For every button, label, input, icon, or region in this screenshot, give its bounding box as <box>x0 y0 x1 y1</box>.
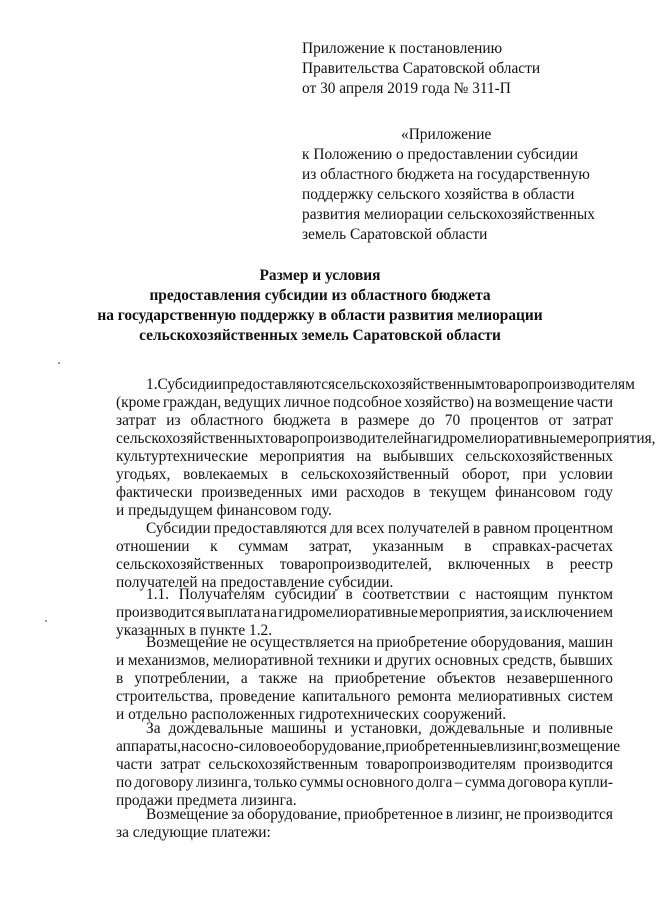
appendix-line: «Приложение <box>401 126 492 143</box>
body-line <box>116 447 613 467</box>
body-word: затрат <box>572 412 613 429</box>
body-word: не <box>231 634 247 651</box>
body-word: при <box>522 466 547 483</box>
body-word: сельскохозяйственных <box>116 556 264 573</box>
body-word: и <box>373 652 383 669</box>
body-word: до <box>419 412 435 429</box>
body-word: бывших <box>559 652 613 669</box>
body-word: и <box>532 720 541 737</box>
body-word: средств, <box>502 652 557 669</box>
body-word: возмещение <box>494 394 574 411</box>
approval-line: от 30 апреля 2019 года № 311-П <box>302 80 511 97</box>
body-line <box>116 393 613 413</box>
body-word: употреблении, <box>134 670 230 687</box>
body-word: затрат <box>160 756 201 773</box>
body-word: по <box>116 774 132 791</box>
body-line: и предыдущем финансовом году. <box>116 502 332 519</box>
appendix-line: развития мелиорации сельскохозяйственных <box>302 206 595 223</box>
body-word: за <box>231 806 245 823</box>
body-line <box>146 633 613 653</box>
body-word: производится <box>523 806 613 823</box>
body-word: систем <box>567 688 613 705</box>
body-line: указанных в пункте 1.2. <box>116 622 273 639</box>
body-word: оборудование, <box>291 738 386 755</box>
document-title: предоставления субсидии из областного бюджета <box>149 287 491 304</box>
body-line <box>146 719 613 739</box>
body-word: приобретение <box>376 634 468 651</box>
body-line <box>116 555 613 575</box>
body-word: техники <box>317 652 371 669</box>
body-word: других <box>385 652 432 669</box>
body-word: аппараты, <box>116 738 181 755</box>
body-line <box>116 603 613 623</box>
body-word: в <box>486 738 494 755</box>
body-word: в <box>413 484 421 501</box>
approval-line: Приложение к постановлению <box>302 40 503 57</box>
body-word: части <box>116 756 153 773</box>
body-word: долга <box>416 774 453 791</box>
body-word: в <box>445 806 454 823</box>
body-line: и отдельно расположенных гидротехнических сооружений. <box>116 706 507 723</box>
body-line: продажи предмета лизинга. <box>116 792 297 809</box>
body-word: расходов <box>346 484 405 501</box>
body-word: товаропроизводителей, <box>279 556 432 573</box>
body-word: гидромелиоративные <box>426 430 567 447</box>
body-word: незавершенного <box>506 670 613 687</box>
body-word: произведенных <box>201 484 303 501</box>
body-word: товаропроизводителей <box>263 430 412 447</box>
body-word: оборудования, <box>470 634 565 651</box>
body-word: из <box>166 412 181 429</box>
body-word: (кроме <box>116 394 161 411</box>
body-word: сельскохозяйственных <box>116 430 264 447</box>
body-word: фактически <box>116 484 193 501</box>
body-word: осуществляется <box>250 634 355 651</box>
body-line <box>146 805 613 825</box>
body-word: суммам <box>238 538 289 555</box>
body-word: затрат, <box>308 538 352 555</box>
body-word: выплата <box>206 604 261 621</box>
body-word: лизинг, <box>455 806 503 823</box>
scan-speck <box>45 620 47 622</box>
body-word: договору <box>134 774 194 791</box>
body-word: строительства, <box>116 688 213 705</box>
body-word: всех <box>356 520 385 537</box>
body-word: механизмов, <box>127 652 210 669</box>
body-word: предоставляются <box>213 520 327 537</box>
body-word: Возмещение <box>146 806 229 823</box>
body-word: лизинга, <box>196 774 252 791</box>
body-line <box>116 429 656 449</box>
body-word: личное <box>283 394 331 411</box>
body-word: затрат <box>116 412 157 429</box>
body-word: дождевальные <box>429 720 525 737</box>
body-word: товаропроизводителям <box>484 376 635 393</box>
body-word: ведущих <box>223 394 282 411</box>
body-word: бюджета <box>273 412 331 429</box>
body-word: товаропроизводителям <box>365 756 516 773</box>
body-line <box>116 669 613 689</box>
appendix-line: к Положению о предоставлении субсидии <box>302 146 579 163</box>
body-word: проведение <box>219 688 296 705</box>
body-word: с <box>459 586 466 603</box>
body-word: и <box>116 652 125 669</box>
body-word: на <box>357 634 373 651</box>
body-word: мероприятия, <box>419 604 509 621</box>
body-word: приобретение <box>334 670 426 687</box>
body-word: оборудование, <box>247 806 342 823</box>
body-word: на <box>411 430 427 447</box>
body-word: на <box>476 394 492 411</box>
body-word: купли- <box>568 774 613 791</box>
body-word: к <box>210 538 218 555</box>
body-word: насосно-силовое <box>180 738 292 755</box>
body-word: областного <box>190 412 264 429</box>
body-word: году <box>584 484 613 501</box>
body-word: справках-расчетах <box>492 538 613 555</box>
body-word: текущем <box>429 484 487 501</box>
appendix-line: земель Саратовской области <box>302 226 488 243</box>
body-word: Получателям <box>178 586 265 603</box>
body-line <box>116 773 613 793</box>
body-word: реестр <box>569 556 613 573</box>
body-line <box>146 585 613 605</box>
body-word: вовлекаемых <box>183 466 269 483</box>
body-word: предоставляются <box>222 376 336 393</box>
body-word: не <box>505 806 521 823</box>
body-word: граждан, <box>162 394 222 411</box>
body-word: сельскохозяйственный <box>300 466 450 483</box>
body-line <box>116 687 613 707</box>
body-word: лизинг, <box>493 738 541 755</box>
body-word: угодьях, <box>116 466 171 483</box>
body-word: в <box>546 556 554 573</box>
body-word: договора <box>507 774 567 791</box>
body-line: за следующие платежи: <box>116 824 271 841</box>
body-word: За <box>146 720 161 737</box>
body-word: Возмещение <box>146 634 229 651</box>
body-word: установки, <box>350 720 422 737</box>
body-word: в <box>464 538 472 555</box>
body-word: а <box>240 670 248 687</box>
body-line: получателей на предоставление субсидии. <box>116 574 394 591</box>
body-word: сельскохозяйственным <box>335 376 485 393</box>
document-title: на государственную поддержку в области развития мелиорации <box>97 307 543 324</box>
body-word: сельскохозяйственных <box>465 448 613 465</box>
body-word: производится <box>116 604 206 621</box>
body-word: соответствии <box>362 586 450 603</box>
body-word: мелиоративной <box>212 652 314 669</box>
body-word: основного <box>346 774 414 791</box>
body-word: приобретенное <box>343 806 443 823</box>
body-line <box>146 375 635 395</box>
body-line <box>116 411 613 431</box>
body-word: суммы <box>299 774 344 791</box>
body-word: оборот, <box>461 466 510 483</box>
body-word: – <box>454 774 463 791</box>
body-word: возмещение <box>540 738 621 755</box>
body-word: финансовом <box>495 484 576 501</box>
body-word: размере <box>357 412 410 429</box>
body-word: производится <box>523 756 613 773</box>
body-word: дождевальные <box>168 720 264 737</box>
body-word: выбывших <box>382 448 454 465</box>
body-word: хозяйство) <box>404 394 475 411</box>
approval-line: Правительства Саратовской области <box>302 60 541 77</box>
body-word: Субсидии <box>157 376 223 393</box>
body-word: за <box>509 604 523 621</box>
body-word: на <box>308 670 324 687</box>
body-word: пунктом <box>557 586 613 603</box>
body-word: машин <box>568 634 613 651</box>
body-word: от <box>548 412 563 429</box>
body-word: в <box>345 586 353 603</box>
body-word: включенных <box>447 556 531 573</box>
body-line <box>116 483 613 503</box>
body-word: также <box>258 670 298 687</box>
body-word: приобретенные <box>385 738 487 755</box>
body-word: субсидии <box>274 586 336 603</box>
body-word: сумма <box>464 774 506 791</box>
body-word: в <box>472 520 481 537</box>
body-word: и <box>334 720 343 737</box>
scan-speck <box>58 362 60 364</box>
body-word: гидромелиоративные <box>278 604 418 621</box>
body-line <box>116 737 621 757</box>
body-word: на <box>261 604 277 621</box>
appendix-line: из областного бюджета на государственную <box>302 166 590 183</box>
body-word: в <box>340 412 348 429</box>
body-word: получателей <box>387 520 470 537</box>
body-word: равном <box>483 520 531 537</box>
body-word: мероприятия <box>259 448 345 465</box>
body-word: 1. <box>146 376 158 393</box>
body-word: исключением <box>524 604 613 621</box>
body-word: отношении <box>116 538 190 555</box>
appendix-line: поддержку сельского хозяйства в области <box>302 186 575 203</box>
document-title: Размер и условия <box>259 267 381 284</box>
body-line <box>146 519 613 539</box>
body-word: условии <box>559 466 613 483</box>
body-line <box>116 651 613 671</box>
body-word: основных <box>434 652 499 669</box>
body-word: мелиоративных <box>458 688 561 705</box>
body-word: ими <box>311 484 338 501</box>
body-word: машины <box>271 720 327 737</box>
body-word: объектов <box>436 670 496 687</box>
body-line <box>116 465 613 485</box>
body-word: процентном <box>533 520 613 537</box>
body-word: ремонта <box>397 688 452 705</box>
body-word: капитального <box>302 688 391 705</box>
body-line <box>116 537 613 557</box>
body-word: в <box>280 466 289 483</box>
body-word: мероприятия, <box>566 430 656 447</box>
body-word: в <box>116 670 124 687</box>
body-word: 1.1. <box>146 586 170 603</box>
body-word: части <box>576 394 613 411</box>
document-title: сельскохозяйственных земель Саратовской области <box>139 327 501 344</box>
body-word: Субсидии <box>146 520 211 537</box>
body-word: для <box>330 520 353 537</box>
body-word: процентов <box>470 412 539 429</box>
body-word: сельскохозяйственным <box>208 756 359 773</box>
body-word: настоящим <box>475 586 549 603</box>
body-line <box>116 755 613 775</box>
body-word: только <box>254 774 298 791</box>
body-word: культуртехнические <box>116 448 248 465</box>
body-word: подсобное <box>333 394 402 411</box>
body-word: поливные <box>548 720 613 737</box>
body-word: на <box>356 448 372 465</box>
body-word: указанным <box>372 538 444 555</box>
body-word: 70 <box>444 412 461 429</box>
